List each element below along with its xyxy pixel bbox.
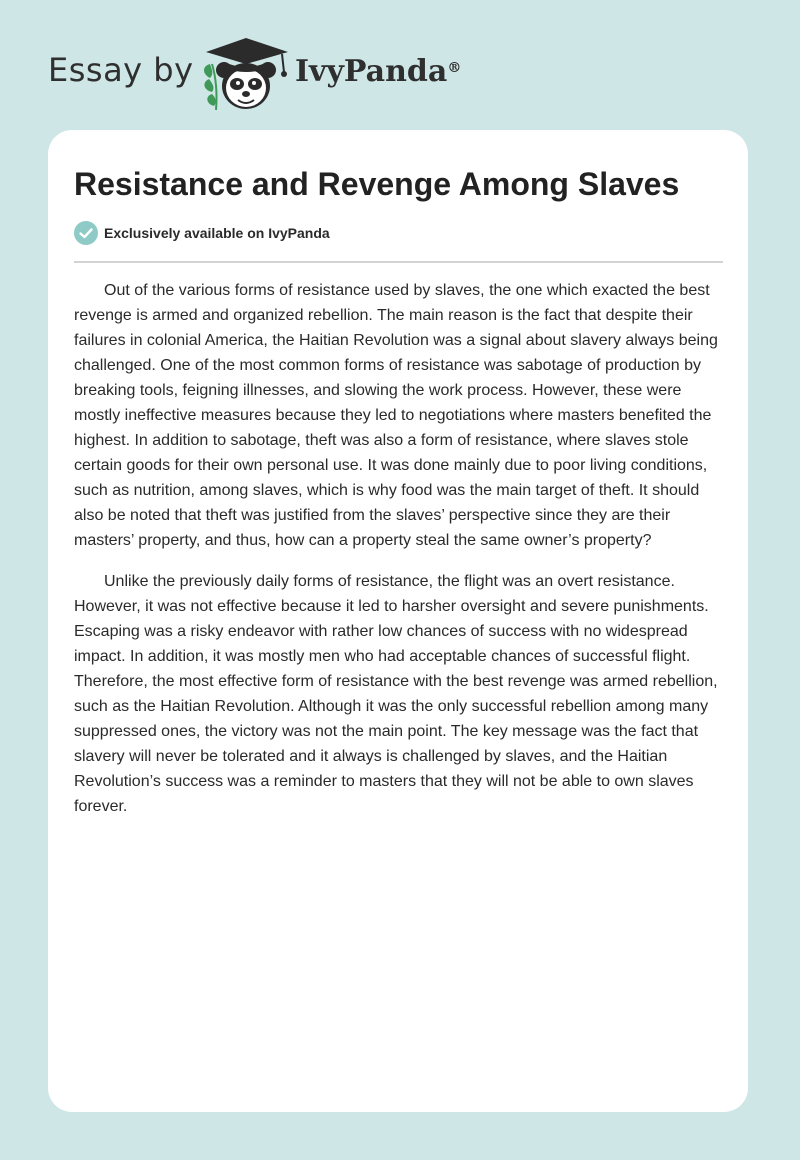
ivy-leaf-icon	[204, 64, 217, 110]
divider	[74, 261, 723, 263]
essay-body	[74, 278, 723, 835]
exclusive-badge	[74, 221, 330, 245]
page-title: Resistance and Revenge Among Slaves	[74, 166, 680, 202]
essay-card	[48, 130, 748, 1112]
registered-mark: ®	[447, 60, 462, 76]
panda-graduate-logo[interactable]	[200, 34, 292, 114]
brand-name[interactable]: IvyPanda®	[295, 54, 462, 89]
essay-by-label: Essay by	[48, 51, 194, 89]
site-header	[0, 0, 800, 130]
essay-paragraph: Out of the various forms of resistance used by slaves, the one which exacted the best revenge is armed and organized rebellion. The main reason is the fact that despite their failures in colonial America, the Haitian Revolution was a signal about slavery always being challenged. One of the most common forms of resistance was sabotage of production by breaking tools, feigning illnesses, and slowing the work process. However, these were mostly ineffective measures because they led to negotiations where masters benefited the highest. In addition to sabotage, theft was also a form of resistance, where slaves stole certain goods for their own personal use. It was done mainly due to poor living conditions, such as nutrition, among slaves, which is why food was the main target of theft. It should also be noted that theft was justified from the slaves’ perspective since they are their masters’ property, and thus, how can a property steal the same owner’s property?	[74, 282, 718, 549]
check-circle-icon	[74, 221, 98, 245]
essay-paragraph: Unlike the previously daily forms of resistance, the flight was an overt resistance. However, it was not effective because it led to harsher oversight and severe punishments. Escaping was a risky endeavor with rather low chances of success with no widespread impact. In addition, it was mostly men who had acceptable chances of successful flight. Therefore, the most effective form of resistance with the best revenge was armed rebellion, such as the Haitian Revolution. Although it was the only successful rebellion among many suppressed ones, the victory was not the main point. The key message was the fact that slavery will never be tolerated and it always is challenged by slaves, and the Haitian Revolution’s success was a reminder to masters that they will not be able to own slaves forever.	[74, 573, 718, 815]
exclusive-badge-text: Exclusively available on IvyPanda	[104, 225, 330, 241]
